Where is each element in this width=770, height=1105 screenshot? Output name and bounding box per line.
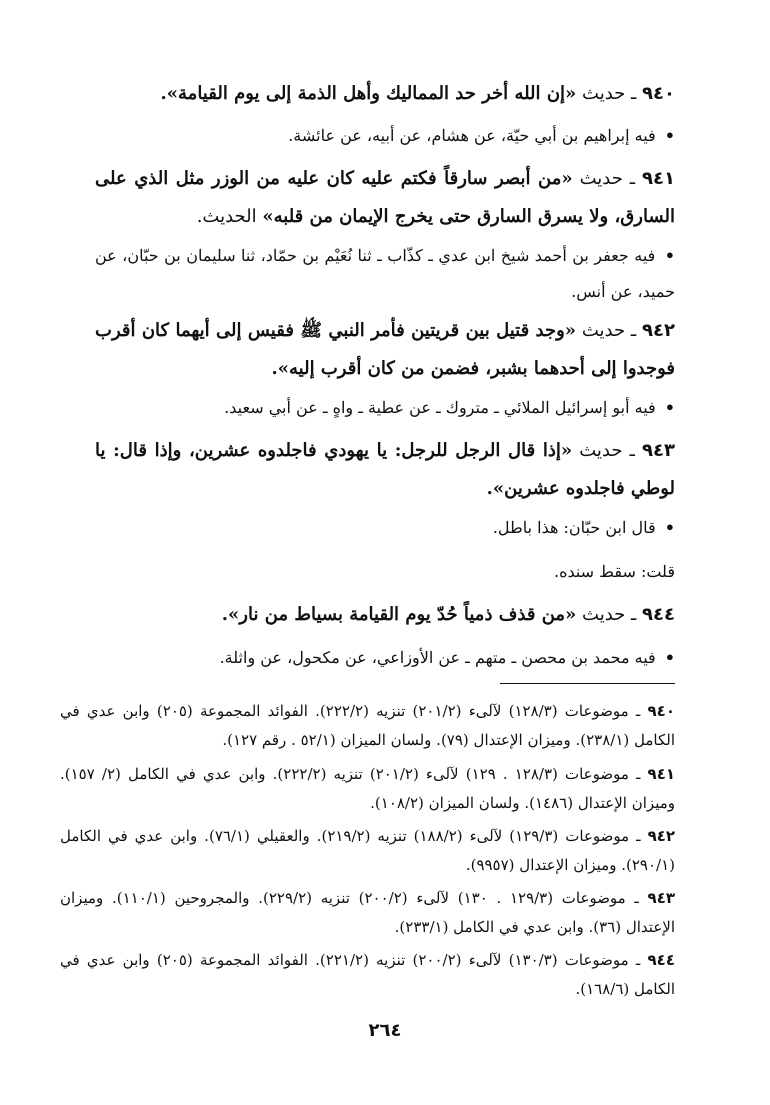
hadith-text: «من قذف ذمياً حُدّ يوم القيامة بسياط من نار». <box>221 604 577 625</box>
footnote-944 <box>60 946 675 1004</box>
hadith-entry-942 <box>95 312 675 388</box>
note-text: فيه جعفر بن أحمد شيخ ابن عدي ـ كذّاب ـ ثنا نُعَيْم بن حمّاد، ثنا سليمان بن حبّان، عن حميد، عن أنس. <box>95 246 675 301</box>
hadith-trailing: الحديث. <box>196 206 257 227</box>
footnote-divider <box>500 683 675 684</box>
footnote-text: ـ موضوعات (١٢٩/٣ . ١٣٠) لآلىء (٢٠٠/٢) تنزيه (٢٢٩/٢). والمجروحين (١١٠/١). وميزان الإعتدال (٣٦). وابن عدي في الكامل (٢٣٣/١). <box>60 889 675 936</box>
note-text: فيه محمد بن محصن ـ متهم ـ عن الأوزاعي، عن مكحول، عن واثلة. <box>219 648 656 667</box>
footnote-940 <box>60 697 675 755</box>
bullet-icon: • <box>664 126 675 145</box>
hadith-label: ـ حديث <box>579 440 635 461</box>
hadith-note-944 <box>95 640 675 676</box>
note-text: قال ابن حبّان: هذا باطل. <box>492 518 656 537</box>
note-text: فيه إبراهيم بن أبي حيّة، عن هشام، عن أبيه، عن عائشة. <box>288 126 656 145</box>
hadith-number: ٩٤٢ <box>642 320 675 341</box>
comment-text: قلت: سقط سنده. <box>553 562 675 581</box>
hadith-number: ٩٤٣ <box>642 440 675 461</box>
hadith-note-941 <box>95 238 675 310</box>
bullet-icon: • <box>664 518 675 537</box>
bullet-icon: • <box>664 398 675 417</box>
footnote-text: ـ موضوعات (١٢٩/٣) لآلىء (١٨٨/٢) تنزيه (٢١٩/٢). والعقيلي (٧٦/١). وابن عدي في الكامل (٢٩٠/١). وميزان الإعتدال (٩٩٥٧). <box>60 827 675 874</box>
note-text: فيه أبو إسرائيل الملائي ـ متروك ـ عن عطية ـ واهٍ ـ عن أبي سعيد. <box>224 398 656 417</box>
bullet-icon: • <box>664 648 675 667</box>
page-number: ٢٦٤ <box>368 1020 402 1041</box>
footnote-number: ٩٤٠ <box>647 702 675 720</box>
hadith-entry-943 <box>95 432 675 508</box>
hadith-text: «وجد قتيل بين قريتين فأمر النبي ﷺ فقيس إلى أيهما كان أقرب فوجدوا إلى أحدهما بشبر، فضمن من كان أقرب إليه». <box>95 320 675 379</box>
hadith-note-942 <box>95 390 675 426</box>
hadith-entry-940 <box>95 75 675 113</box>
hadith-text: «إذا قال الرجل للرجل: يا يهودي فاجلدوه عشرين، وإذا قال: يا لوطي فاجلدوه عشرين». <box>95 440 675 499</box>
hadith-note-943 <box>95 510 675 546</box>
footnote-text: ـ موضوعات (١٢٨/٣ . ١٢٩) لآلىء (٢٠١/٢) تنزيه (٢٢٢/٢). وابن عدي في الكامل (٢/ ١٥٧). وميزان الإعتدال (١٤٨٦). ولسان الميزان (١٠٨/٢). <box>60 765 675 812</box>
footnote-943 <box>60 884 675 942</box>
hadith-label: ـ حديث <box>582 83 637 104</box>
hadith-label: ـ حديث <box>581 320 637 341</box>
footnote-number: ٩٤٤ <box>647 951 675 969</box>
footnote-text: ـ موضوعات (١٣٠/٣) لآلىء (٢٠٠/٢) تنزيه (٢٢١/٢). الفوائد المجموعة (٢٠٥) وابن عدي في الكامل (١٦٨/٦). <box>60 951 675 998</box>
hadith-label: ـ حديث <box>582 604 637 625</box>
hadith-label: ـ حديث <box>579 168 636 189</box>
hadith-note-940 <box>95 118 675 154</box>
footnote-number: ٩٤١ <box>647 765 676 783</box>
footnote-text: ـ موضوعات (١٢٨/٣) لآلىء (٢٠١/٢) تنزيه (٢٢٢/٢). الفوائد المجموعة (٢٠٥) وابن عدي في الكامل (٢٣٨/١). وميزان الإعتدال (٧٩). ولسان الميزان (٥٢/١ . رقم ١٢٧). <box>60 702 675 749</box>
hadith-entry-941 <box>95 160 675 236</box>
hadith-text: «من أبصر سارقاً فكتم عليه كان عليه من الوزر مثل الذي على السارق، ولا يسرق السارق حتى يخرج الإيمان من قلبه» <box>95 168 675 227</box>
footnote-942 <box>60 822 675 880</box>
hadith-entry-944 <box>95 596 675 634</box>
footnote-941 <box>60 760 675 818</box>
bullet-icon: • <box>664 246 675 265</box>
hadith-number: ٩٤٠ <box>642 83 675 104</box>
footnote-number: ٩٤٢ <box>647 827 676 845</box>
hadith-number: ٩٤٤ <box>642 604 675 625</box>
editor-comment <box>95 554 675 590</box>
footnote-number: ٩٤٣ <box>647 889 676 907</box>
hadith-number: ٩٤١ <box>642 168 675 189</box>
hadith-text: «إن الله أخر حد المماليك وأهل الذمة إلى يوم القيامة». <box>160 83 577 104</box>
